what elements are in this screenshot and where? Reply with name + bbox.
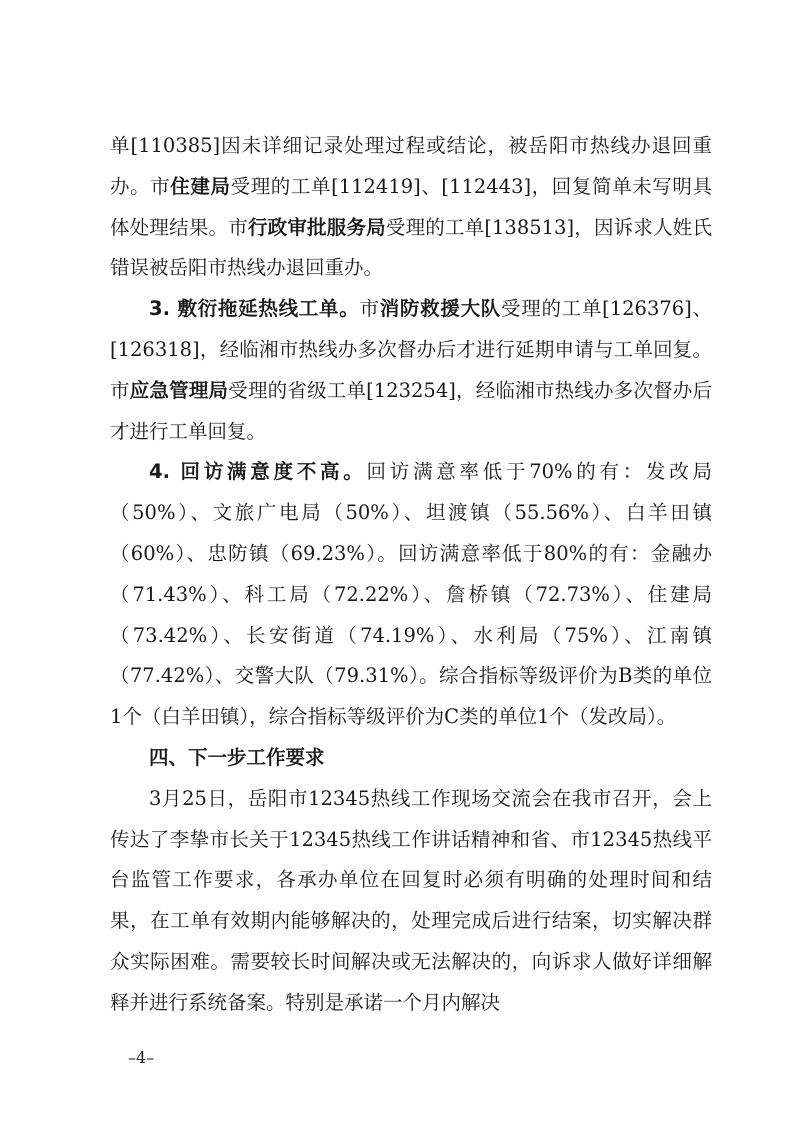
bold-text-segment: 消防救援大队 — [379, 297, 502, 321]
document-body — [110, 126, 712, 1024]
text-segment: 受理的工单[126376]、[126318]，经临湘市热线办多次督办后才进行延期申请与工单回复。市 — [110, 297, 713, 402]
bold-text-segment: 行政审批服务局 — [247, 215, 386, 239]
text-segment: 四、下一步工作要求 — [149, 745, 325, 769]
text-segment: 受理的省级工单[123254]，经临湘市热线办多次督办后才进行工单回复。 — [110, 378, 712, 443]
body-paragraph — [110, 452, 712, 738]
bold-text-segment: 住建局 — [170, 174, 231, 198]
text-segment: 3月25日，岳阳市12345热线工作现场交流会在我市召开，会上传达了李挚市长关于12345热线工作讲话精神和省、市12345热线平台监管工作要求，各承办单位在回复时必须有明确的处理时间和结果，在工单有效期内能够解决的，处理完成后进行结案，切实解决群众实际困难。需要较长时间解决或无法解决的，向诉求人做好详细解释并进行系统备案。特别是承诺一个月内解决 — [110, 786, 712, 1014]
bold-text-segment: 应急管理局 — [129, 378, 229, 402]
text-segment: 回访满意率低于70%的有：发改局（50%）、文旅广电局（50%）、坦渡镇（55.56%）、白羊田镇（60%）、忠防镇（69.23%）。回访满意率低于80%的有：金融办（71.43%）、科工局（72.22%）、詹桥镇（72.73%）、住建局（73.42%）、长安街道（74.19%）、水利局（75%）、江南镇（77.42%）、交警大队（79.31%）。综合指标等级评价为B类的单位1个（白羊田镇），综合指标等级评价为C类的单位1个（发改局）。 — [110, 460, 713, 729]
text-segment: 受理的工单[138513]，因诉求人姓氏错误被岳阳市热线办退回重办。 — [110, 215, 712, 280]
bold-text-segment: 3. 敷衍拖延热线工单。 — [149, 297, 360, 321]
body-paragraph — [110, 779, 712, 1024]
text-segment: 受理的工单[112419]、[112443]，回复简单未写明具体处理结果。市 — [110, 174, 712, 239]
body-paragraph — [110, 289, 712, 452]
section-heading — [110, 738, 712, 779]
page-number: –4– — [128, 1048, 155, 1067]
text-segment: 市 — [359, 297, 380, 321]
bold-text-segment: 4. 回访满意度不高。 — [149, 460, 367, 484]
text-segment: 单[110385]因未详细记录处理过程或结论，被岳阳市热线办退回重办。市 — [110, 134, 712, 198]
body-paragraph — [110, 126, 712, 289]
